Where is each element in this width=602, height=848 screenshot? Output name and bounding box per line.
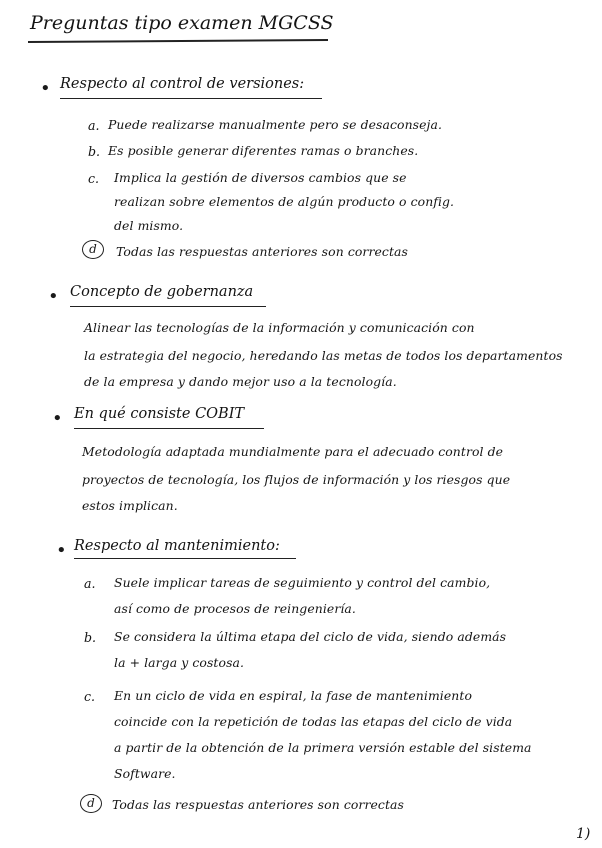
section-heading-gobernanza: Concepto de gobernanza — [70, 284, 254, 300]
bullet-dot: • — [52, 408, 63, 429]
option-text-b-line2: la + larga y costosa. — [114, 655, 245, 670]
option-text-b: Es posible generar diferentes ramas o branches. — [108, 143, 419, 158]
cobit-line1: Metodología adaptada mundialmente para el adecuado control de — [82, 444, 504, 459]
cobit-line3: estos implican. — [82, 498, 178, 513]
page-title: Preguntas tipo examen MGCSS — [30, 12, 334, 34]
option-text-b-line1: Se considera la última etapa del ciclo de vida, siendo además — [114, 629, 507, 644]
section-heading-versiones: Respecto al control de versiones: — [60, 76, 305, 92]
option-text-d: Todas las respuestas anteriores son correctas — [112, 797, 404, 812]
option-label-d: d — [89, 242, 97, 256]
heading-underline — [60, 98, 322, 99]
option-text-c-line1: En un ciclo de vida en espiral, la fase de mantenimiento — [114, 688, 473, 703]
cobit-line2: proyectos de tecnología, los flujos de información y los riesgos que — [82, 472, 511, 487]
section-heading-cobit: En qué consiste COBIT — [74, 406, 245, 422]
bullet-dot: • — [48, 286, 59, 307]
option-label-a: a. — [84, 576, 96, 591]
heading-underline — [70, 306, 266, 307]
bullet-dot: • — [56, 540, 67, 561]
gobernanza-line2: la estrategia del negocio, heredando las metas de todos los departamentos — [84, 348, 563, 363]
heading-underline — [74, 428, 264, 429]
option-text-c-line3: del mismo. — [114, 218, 184, 233]
option-text-c-line3: a partir de la obtención de la primera versión estable del sistema — [114, 740, 532, 755]
option-text-c-line1: Implica la gestión de diversos cambios que se — [114, 170, 407, 185]
option-label-b: b. — [84, 630, 97, 645]
option-text-c-line2: coincide con la repetición de todas las etapas del ciclo de vida — [114, 714, 513, 729]
option-label-c: c. — [88, 171, 100, 186]
option-text-c-line4: Software. — [114, 766, 176, 781]
bullet-dot: • — [40, 78, 51, 99]
section-heading-mantenimiento: Respecto al mantenimiento: — [74, 538, 280, 554]
option-text-a-line1: Suele implicar tareas de seguimiento y control del cambio, — [114, 575, 491, 590]
option-text-d: Todas las respuestas anteriores son correctas — [116, 244, 408, 259]
option-text-a-line2: así como de procesos de reingeniería. — [114, 601, 356, 616]
option-text-a: Puede realizarse manualmente pero se desaconseja. — [108, 117, 443, 132]
option-label-d: d — [87, 796, 95, 810]
page-number: 1) — [576, 826, 591, 842]
gobernanza-line3: de la empresa y dando mejor uso a la tecnología. — [84, 374, 397, 389]
option-label-b: b. — [88, 144, 101, 159]
answer-circle-d — [82, 240, 104, 259]
answer-circle-d — [80, 794, 102, 813]
gobernanza-line1: Alinear las tecnologías de la información y comunicación con — [84, 320, 475, 335]
option-label-c: c. — [84, 689, 96, 704]
option-label-a: a. — [88, 118, 100, 133]
option-text-c-line2: realizan sobre elementos de algún producto o config. — [114, 194, 455, 209]
title-underline — [28, 39, 328, 43]
heading-underline — [74, 558, 296, 559]
